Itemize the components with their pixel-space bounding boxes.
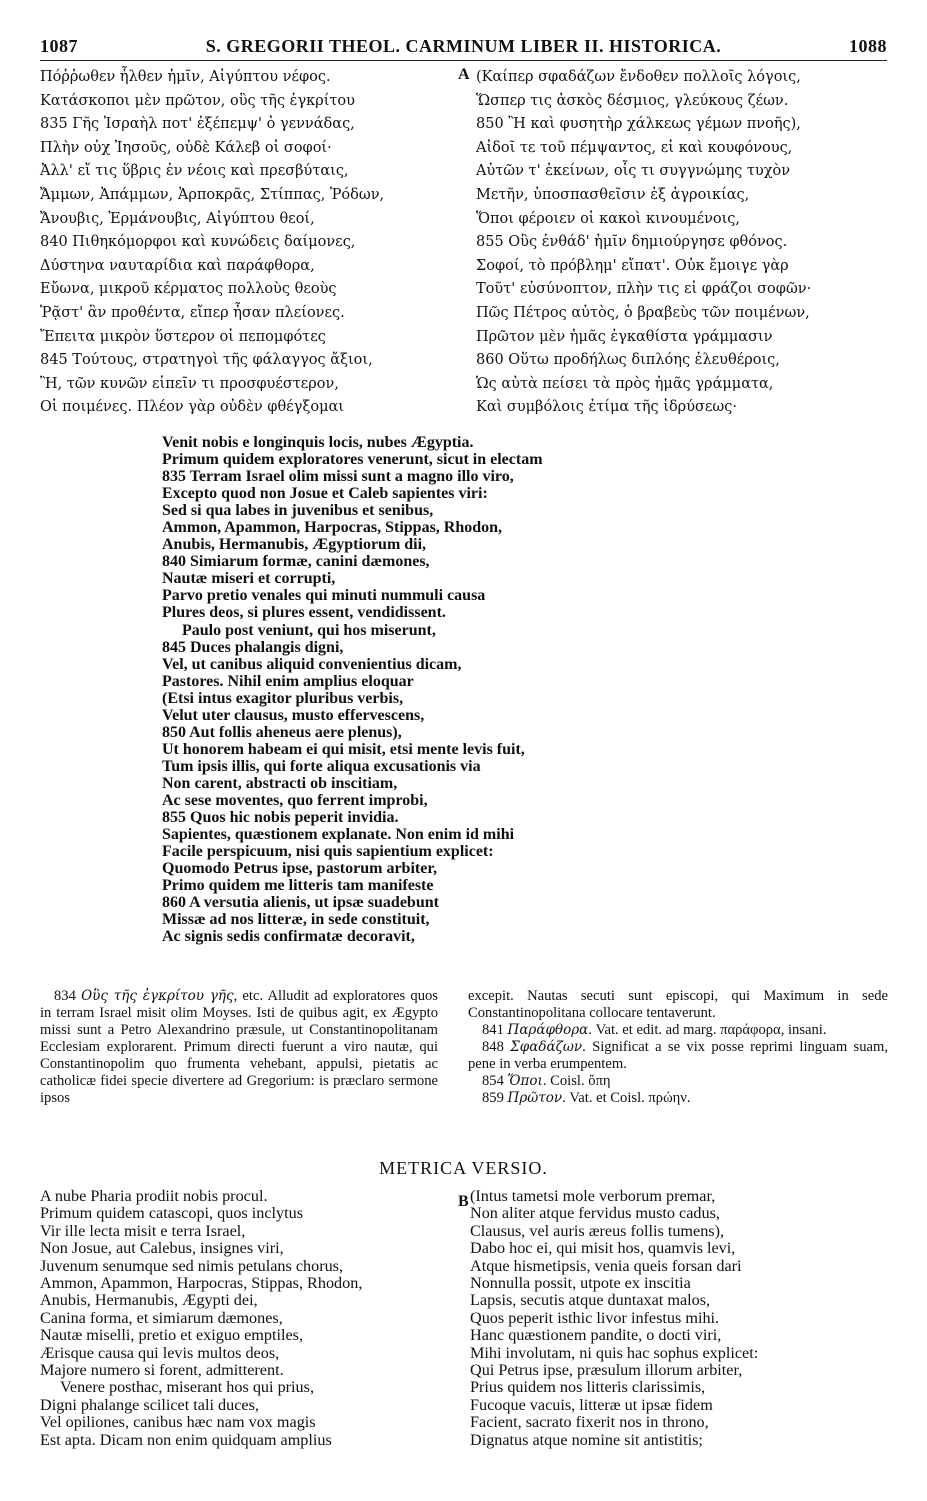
latin-line: Sapientes, quæstionem explanate. Non enim id mihi <box>162 826 515 844</box>
greek-line: Αὐτῶν τ' ἐκείνων, οἷς τι συγγνώμης τυχὸν <box>476 163 791 180</box>
greek-line: Ἔπειτα μικρὸν ὕστερον οἱ πεπομφότες <box>40 328 326 345</box>
latin-line: Parvo pretio venales qui minuti nummuli causa <box>162 587 486 605</box>
latin-line: Paulo post veniunt, qui hos miserunt, <box>182 621 436 639</box>
latin-line: 855 Quos hic nobis peperit invidia. <box>162 809 399 827</box>
greek-line: Πλὴν οὐχ Ἰησοῦς, οὐδὲ Κάλεβ οἱ σοφοί· <box>40 139 332 156</box>
latin-line: Sed si qua labes in juvenibus et senibus, <box>162 502 434 520</box>
column-marker-a: A <box>458 66 470 83</box>
note-854 <box>468 1073 888 1090</box>
header-rule <box>40 60 887 61</box>
latin-line: Facile perspicuum, nisi quis sapientium explicet: <box>162 843 494 861</box>
verse-line: Canina forma, et simiarum dæmones, <box>40 1308 283 1327</box>
latin-line: (Etsi intus exagitor pluribus verbis, <box>162 689 404 707</box>
latin-line: Plures deos, si plures essent, vendidissent. <box>162 604 446 622</box>
greek-line: 860 Οὕτω προδήλως διπλόης ἐλευθέροις, <box>476 352 780 369</box>
greek-text-right <box>476 66 896 420</box>
note-lemma: Πρῶτον <box>507 1090 563 1106</box>
verse-line: Atque hismetipsis, venia queis forsan dari <box>470 1256 742 1275</box>
verse-line: Ammon, Apammon, Harpocras, Stippas, Rhodon, <box>40 1274 363 1293</box>
latin-line: Ac signis sedis confirmatæ decoravit, <box>162 928 415 946</box>
latin-line: 835 Terram Israel olim missi sunt a magno illo viro, <box>162 468 514 486</box>
verse-line: Hanc quæstionem pandite, o docti viri, <box>470 1326 722 1345</box>
verse-line: Qui Petrus ipse, præsulum illorum arbiter, <box>470 1361 743 1380</box>
notes-left <box>40 988 438 1107</box>
note-text: . Vat. et Coisl. πρώην. <box>562 1090 691 1106</box>
note-continuation: excepit. Nautas secuti sunt episcopi, qui Maximum in sede Constantinopolitana collocare tentaverunt. <box>468 988 888 1021</box>
note-number: 834 <box>54 988 76 1004</box>
greek-line: 845 Τούτους, στρατηγοὶ τῆς φάλαγγος ἄξιοι, <box>40 352 373 369</box>
latin-line: Quomodo Petrus ipse, pastorum arbiter, <box>162 860 437 878</box>
latin-line: Nautæ miseri et corrupti, <box>162 570 336 588</box>
greek-line: Ἀλλ' εἴ τις ὕβρις ἐν νέοις καὶ πρεσβύταις, <box>40 163 349 180</box>
verse-line: Digni phalange scilicet tali duces, <box>40 1395 259 1414</box>
note-834 <box>40 988 438 1107</box>
greek-line: Αἰδοῖ τε τοῦ πέμψαντος, εἰ καὶ κουφόνους, <box>476 139 793 156</box>
greek-line: Πόῤῥωθεν ἦλθεν ἡμῖν, Αἰγύπτου νέφος. <box>40 69 331 85</box>
verse-line: Mihi involutam, ni quis hac sophus explicet: <box>470 1343 759 1362</box>
note-lemma: Σφαδάζων <box>510 1039 583 1055</box>
note-text: , etc. Alludit ad exploratores quos in terram Israel misit olim Moyses. Isti de quibus agit, ex Ægypto missi sunt a Petro Alexandrino præsule, ut Constantinopolitanam Ecclesiam explorarent. Primum directi fuerunt a viro nautæ, qui Constantinopolim quo frumenta vehebant, appulsi, pietatis ac catholicæ fidei specie divertere ad Gregorium: is præclaro sermone ipsos <box>40 988 438 1106</box>
greek-line: Ὡς αὐτὰ πείσει τὰ πρὸς ἡμᾶς γράμματα, <box>476 375 774 392</box>
greek-line: Δύστηνα ναυταρίδια καὶ παράφθορα, <box>40 257 315 274</box>
latin-line: Excepto quod non Josue et Caleb sapientes viri: <box>162 485 488 503</box>
note-lemma: Οὓς τῆς ἐγκρίτου γῆς <box>81 988 234 1004</box>
note-number: 859 <box>482 1090 504 1106</box>
greek-line: Ὅποι φέροιεν οἱ κακοὶ κινουμένοις, <box>476 210 741 227</box>
greek-text-left <box>40 66 440 420</box>
metrical-version-right <box>470 1188 890 1449</box>
running-title: S. GREGORII THEOL. CARMINUM LIBER II. HISTORICA. <box>205 36 722 56</box>
latin-line: Anubis, Hermanubis, Ægyptiorum dii, <box>162 536 427 554</box>
greek-line: Εὔωνα, μικροῦ κέρματος πολλοὺς θεοὺς <box>40 281 337 298</box>
greek-line: Μετῆν, ὑποσπασθεῖσιν ἐξ ἀγροικίας, <box>476 186 750 203</box>
latin-line: 850 Aut follis aheneus aere plenus), <box>162 723 402 741</box>
verse-line: Nautæ miselli, pretio et exiguo emptiles, <box>40 1326 303 1345</box>
greek-line: Ὥσπερ τις ἀσκὸς δέσμιος, γλεύκους ζέων. <box>476 92 789 109</box>
section-title: METRICA VERSIO. <box>379 1158 548 1178</box>
metrical-version-left <box>40 1188 440 1449</box>
verse-line: Majore numero si forent, admitterent. <box>40 1361 284 1380</box>
verse-line: Dabo hoc ei, qui misit hos, quamvis levi, <box>470 1239 736 1258</box>
verse-line: Facient, sacrato fixerit nos in throno, <box>470 1413 709 1432</box>
latin-line: Primum quidem exploratores venerunt, sicut in electam <box>162 451 543 469</box>
verse-line: Lapsis, secutis atque duntaxat malos, <box>470 1291 711 1310</box>
verse-line: Est apta. Dicam non enim quidquam amplius <box>40 1430 332 1449</box>
column-marker-b: B <box>458 1193 469 1210</box>
page-number-right: 1088 <box>849 36 887 56</box>
latin-line: 860 A versutia alienis, ut ipsæ suadebunt <box>162 894 439 912</box>
note-859 <box>468 1090 888 1107</box>
latin-translation <box>162 434 762 945</box>
latin-line: Vel, ut canibus aliquid convenientius dicam, <box>162 655 462 673</box>
latin-line: Missæ ad nos litteræ, in sede constituit, <box>162 911 430 929</box>
page-number-left: 1087 <box>40 36 78 56</box>
note-number: 854 <box>482 1073 504 1089</box>
note-number: 841 <box>482 1022 504 1038</box>
note-lemma: Ὅποι <box>507 1073 543 1089</box>
verse-line: Quos peperit isthic livor infestus mihi. <box>470 1308 720 1327</box>
greek-line: Καὶ συμβόλοις ἐτίμα τῆς ἱδρύσεως· <box>476 399 737 416</box>
greek-line: (Καίπερ σφαδάζων ἔνδοθεν πολλοῖς λόγοις, <box>476 69 801 85</box>
verse-line: Prius quidem nos litteris clarissimis, <box>470 1378 706 1397</box>
verse-line: Non Josue, aut Calebus, insignes viri, <box>40 1239 284 1258</box>
latin-line: 840 Simiarum formæ, canini dæmones, <box>162 553 430 571</box>
greek-line: Ῥᾷστ' ἂν προθέντα, εἴπερ ἦσαν πλείονες. <box>40 304 345 321</box>
verse-line: Dignatus atque nomine sit antistitis; <box>470 1430 703 1449</box>
verse-line: Non aliter atque fervidus musto cadus, <box>470 1204 720 1223</box>
verse-line: Clausus, vel auris æreus follis tumens), <box>470 1221 725 1240</box>
note-lemma: Παράφθορα <box>507 1022 589 1038</box>
running-header <box>40 36 887 58</box>
greek-line: Ἄνουβις, Ἑρμάνουβις, Αἰγύπτου θεοί, <box>40 210 315 227</box>
notes-right <box>468 988 888 1107</box>
note-848 <box>468 1039 888 1073</box>
greek-line: Πῶς Πέτρος αὐτὸς, ὁ βραβεὺς τῶν ποιμένων, <box>476 304 810 321</box>
note-number: 848 <box>482 1039 504 1055</box>
latin-line: 845 Duces phalangis digni, <box>162 638 344 656</box>
latin-line: Velut uter clausus, musto effervescens, <box>162 706 425 724</box>
verse-line: Nonnulla possit, utpote ex inscitia <box>470 1274 691 1293</box>
verse-line: Ærisque causa qui levis multos deos, <box>40 1343 280 1362</box>
verse-line: Juvenum senumque sed nimis petulans chorus, <box>40 1256 344 1275</box>
greek-line: 840 Πιθηκόμορφοι καὶ κυνώδεις δαίμονες, <box>40 234 356 251</box>
greek-line: 855 Οὓς ἐνθάδ' ἡμῖν δημιούργησε φθόνος. <box>476 234 788 251</box>
verse-line: Venere posthac, miserant hos qui prius, <box>60 1378 314 1397</box>
latin-line: Primo quidem me litteris tam manifeste <box>162 877 434 895</box>
greek-line: 835 Γῆς Ἰσραὴλ ποτ' ἐξέπεμψ' ὁ γεννάδας, <box>40 116 355 133</box>
latin-line: Ac sese moventes, quo ferrent improbi, <box>162 791 428 809</box>
note-text: . Significat a se vix posse reprimi linguam suam, pene in verba erumpentem. <box>468 1039 888 1072</box>
verse-line: Vel opiliones, canibus hæc nam vox magis <box>40 1413 316 1432</box>
verse-line: Primum quidem catascopi, quos inclytus <box>40 1204 304 1223</box>
latin-line: Ammon, Apammon, Harpocras, Stippas, Rhodon, <box>162 519 503 537</box>
greek-line: 850 Ἢ καὶ φυσητὴρ χάλκεως γέμων πνοῆς), <box>476 116 801 133</box>
latin-line: Pastores. Nihil enim amplius eloquar <box>162 672 414 690</box>
greek-line: Ἢ, τῶν κυνῶν εἰπεῖν τι προσφυέστερον, <box>40 375 339 392</box>
note-text: . Coisl. ὅπη <box>542 1073 611 1089</box>
verse-line: Anubis, Hermanubis, Ægypti dei, <box>40 1291 258 1310</box>
greek-line: Τοῦτ' εὐσύνοπτον, πλὴν τις εἰ φράζοι σοφῶν· <box>476 281 812 298</box>
greek-line: Ἄμμων, Ἀπάμμων, Ἁρποκρᾶς, Στίππας, Ῥόδων, <box>40 186 385 203</box>
greek-line: Πρῶτον μὲν ἡμᾶς ἐγκαθίστα γράμμασιν <box>476 328 773 345</box>
note-841 <box>468 1022 888 1039</box>
verse-line: (Intus tametsi mole verborum premar, <box>470 1187 716 1205</box>
greek-line: Οἱ ποιμένες. Πλέον γὰρ οὐδὲν φθέγξομαι <box>40 399 344 416</box>
verse-line: Vir ille lecta misit e terra Israel, <box>40 1221 246 1240</box>
verse-line: A nube Pharia prodiit nobis procul. <box>40 1187 268 1205</box>
greek-line: Σοφοί, τὸ πρόβλημ' εἴπατ'. Οὐκ ἔμοιγε γὰρ <box>476 257 789 274</box>
latin-line: Tum ipsis illis, qui forte aliqua excusationis via <box>162 757 481 775</box>
note-text: . Vat. et edit. ad marg. παράφορα, insani. <box>588 1022 827 1038</box>
latin-line: Ut honorem habeam ei qui misit, etsi mente levis fuit, <box>162 740 525 758</box>
latin-line: Non carent, abstracti ob inscitiam, <box>162 774 398 792</box>
latin-line: Venit nobis e longinquis locis, nubes Ægyptia. <box>162 434 474 451</box>
verse-line: Fucoque vacuis, litteræ ut ipsæ fidem <box>470 1395 713 1414</box>
greek-line: Κατάσκοποι μὲν πρῶτον, οὓς τῆς ἐγκρίτου <box>40 92 355 109</box>
